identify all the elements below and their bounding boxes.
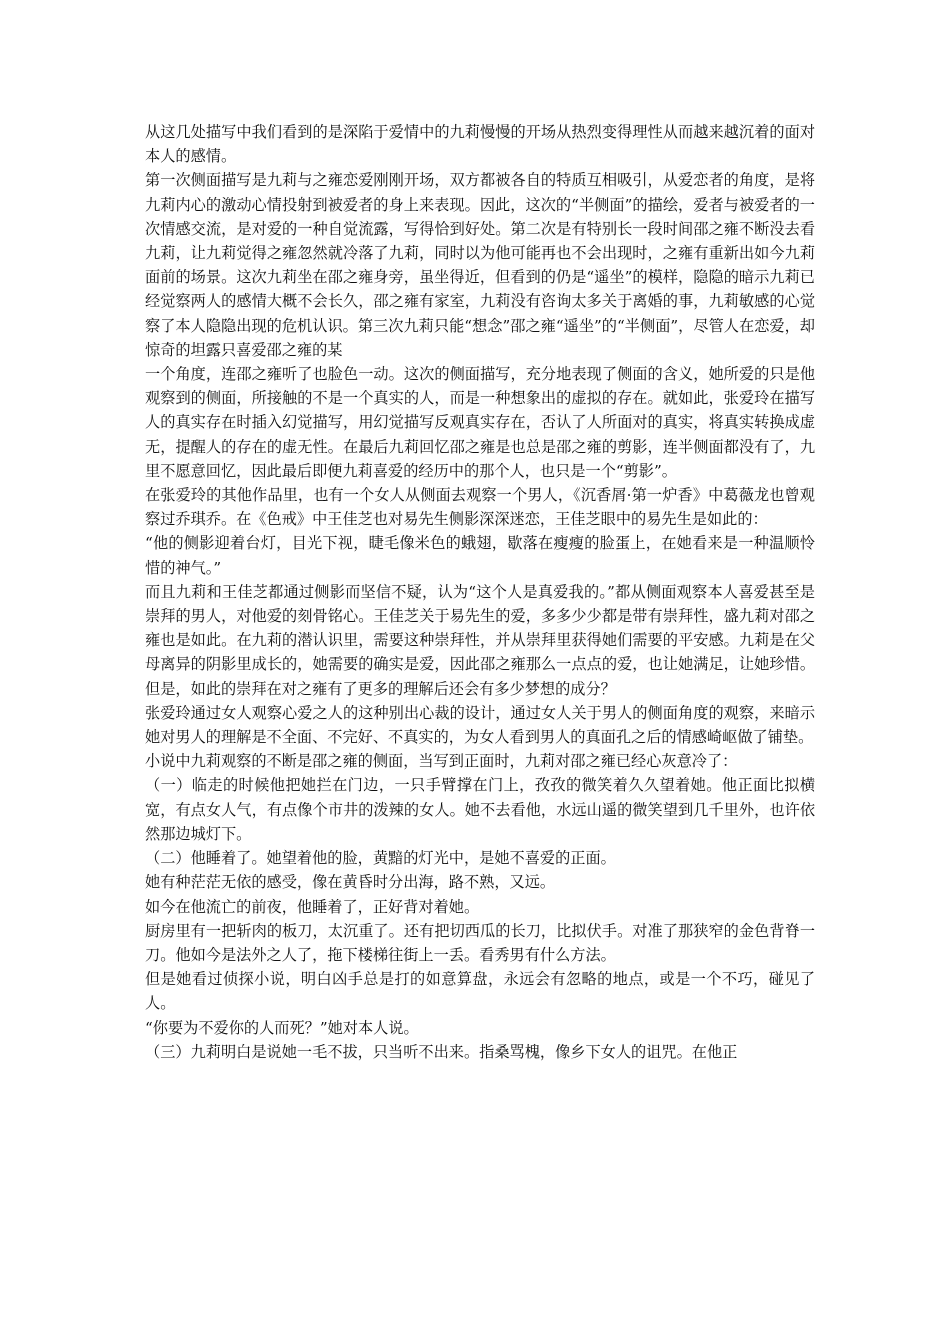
paragraph-13: 厨房里有一把斩肉的板刀，太沉重了。还有把切西瓜的长刀，比拟伏手。对准了那狭窄的金色背脊一刀。他如今是法外之人了，拖下楼梯往街上一丢。看秀男有什么方法。 [145,921,815,964]
paragraph-14: 但是她看过侦探小说，明白凶手总是打的如意算盘，永远会有忽略的地点，或是一个不巧，碰见了人。 [145,970,815,1013]
paragraph-10-item-2: （二）他睡着了。她望着他的脸，黄黯的灯光中，是她不喜爱的正面。 [145,849,616,868]
paragraph-7: 张爱玲通过女人观察心爱之人的这种别出心裁的设计，通过女人关于男人的侧面角度的观察，来暗示她对男人的理解是不全面、不完好、不真实的，为女人看到男人的真面孔之后的情感崎岖做了铺垫。 [145,703,815,747]
paragraph-5-quote: “他的侧影迎着台灯，目光下视，睫毛像米色的蛾翅，歇落在瘦瘦的脸蛋上，在她看来是一种温顺怜惜的神气。” [145,534,815,577]
paragraph-15-quote: “你要为不爱你的人而死？”她对本人说。 [145,1018,419,1037]
paragraph-3: 一个角度，连邵之雍听了也脸色一动。这次的侧面描写，充分地表现了侧面的含义，她所爱的只是他观察到的侧面，所接触的不是一个真实的人，而是一种想象出的虚拟的存在。就如此，张爱玲在描写人的真实存在时插入幻觉描写，用幻觉描写反观真实存在，否认了人所面对的真实，将真实转换成虚无，提醒人的存在的虚无性。在最后九莉回忆邵之雍是也总是邵之雍的剪影，连半侧面都没有了，九里不愿意回忆，因此最后即便九莉喜爱的经历中的那个人，也只是一个“剪影”。 [145,365,815,480]
paragraph-12: 如今在他流亡的前夜，他睡着了，正好背对着她。 [145,897,480,916]
paragraph-2: 第一次侧面描写是九莉与之雍恋爱刚刚开场，双方都被各自的特质互相吸引，从爱恋者的角度，是将九莉内心的激动心情投射到被爱者的身上来表现。因此，这次的“半侧面”的描绘，爱者与被爱者的一次情感交流，是对爱的一种自觉流露，写得恰到好处。第二次是有特别长一段时间邵之雍不断没去看九莉，让九莉觉得之雍忽然就冷落了九莉，同时以为他可能再也不会出现时，之雍有重新出如今九莉面前的场景。这次九莉坐在邵之雍身旁，虽坐得近，但看到的仍是“遥坐”的模样，隐隐的暗示九莉已经觉察两人的感情大概不会长久，邵之雍有家室，九莉没有咨询太多关于离婚的事，九莉敏感的心觉察了本人隐隐出现的危机认识。第三次九莉只能“想念”邵之雍“遥坐”的“半侧面”，尽管人在恋爱，却惊奇的坦露只喜爱邵之雍的某 [145,171,815,359]
paragraph-8: 小说中九莉观察的不断是邵之雍的侧面，当写到正面时，九莉对邵之雍已经心灰意冷了： [145,752,738,771]
paragraph-11: 她有种茫茫无依的感受，像在黄昏时分出海，路不熟，又远。 [145,873,556,892]
document-page [145,120,815,1064]
paragraph-1: 从这几处描写中我们看到的是深陷于爱情中的九莉慢慢的开场从热烈变得理性从而越来越沉着的面对本人的感情。 [145,123,815,166]
paragraph-9-item-1: （一）临走的时候他把她拦在门边，一只手臂撑在门上，孜孜的微笑着久久望着她。他正面比拟横宽，有点女人气，有点像个市井的泼辣的女人。她不去看他，水远山遥的微笑望到几千里外，也许依然那边城灯下。 [145,776,815,843]
paragraph-4: 在张爱玲的其他作品里，也有一个女人从侧面去观察一个男人，《沉香屑·第一炉香》中葛薇龙也曾观察过乔琪乔。在《色戒》中王佳芝也对易先生侧影深深迷恋，王佳芝眼中的易先生是如此的： [145,486,815,529]
paragraph-16-item-3: （三）九莉明白是说她一毛不拔，只当听不出来。指桑骂槐，像乡下女人的诅咒。在他正 [145,1042,738,1061]
paragraph-6: 而且九莉和王佳芝都通过侧影而坚信不疑，认为“这个人是真爱我的。”都从侧面观察本人喜爱甚至是崇拜的男人，对他爱的刻骨铭心。王佳芝关于易先生的爱，多多少少都是带有崇拜性，盛九莉对邵之雍也是如此。在九莉的潜认识里，需要这种崇拜性，并从崇拜里获得她们需要的平安感。九莉是在父母离异的阴影里成长的，她需要的确实是爱，因此邵之雍那么一点点的爱，也让她满足，让她珍惜。但是，如此的崇拜在对之雍有了更多的理解后还会有多少梦想的成分？ [145,582,815,698]
